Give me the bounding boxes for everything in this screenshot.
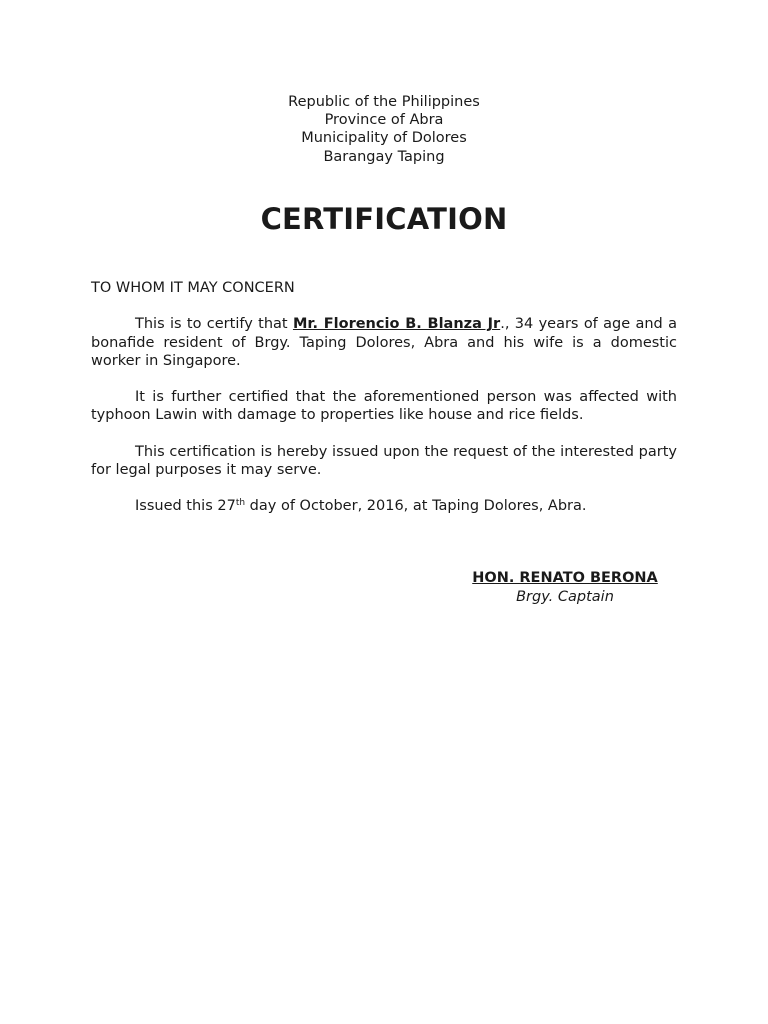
document-body <box>91 279 677 534</box>
header-barangay: Barangay Taping <box>323 148 445 165</box>
header-municipality: Municipality of Dolores <box>301 130 467 147</box>
paragraph-certify-intro: This is to certify that <box>135 316 293 333</box>
paragraph-issuance: This certification is hereby issued upon the request of the interested party for legal purposes it may serve. <box>91 443 677 478</box>
paragraph-certify <box>91 315 677 370</box>
paragraph-date <box>91 497 677 515</box>
issued-date-rest: day of October, 2016, at Taping Dolores, Abra. <box>245 498 587 515</box>
issued-date-intro: Issued this 27 <box>135 498 236 515</box>
paragraph-certify-rest: ., 34 years of age and a bonafide resident of Brgy. Taping Dolores, Abra and his wife is a domestic worker in Singapore. <box>91 316 677 369</box>
ordinal-suffix: th <box>235 498 246 509</box>
signatory-name: HON. RENATO BERONA <box>472 570 658 586</box>
header-province: Province of Abra <box>324 112 444 129</box>
signature-block <box>440 569 690 607</box>
header-country: Republic of the Philippines <box>288 94 480 110</box>
document-title: CERTIFICATION <box>260 202 508 236</box>
certified-person-name: Mr. Florencio B. Blanza Jr <box>292 316 501 333</box>
signatory-title: Brgy. Captain <box>516 589 614 605</box>
salutation: TO WHOM IT MAY CONCERN <box>91 280 295 296</box>
letterhead <box>0 93 768 166</box>
paragraph-further: It is further certified that the aforementioned person was affected with typhoon Lawin with damage to properties like house and rice fields. <box>91 389 677 424</box>
